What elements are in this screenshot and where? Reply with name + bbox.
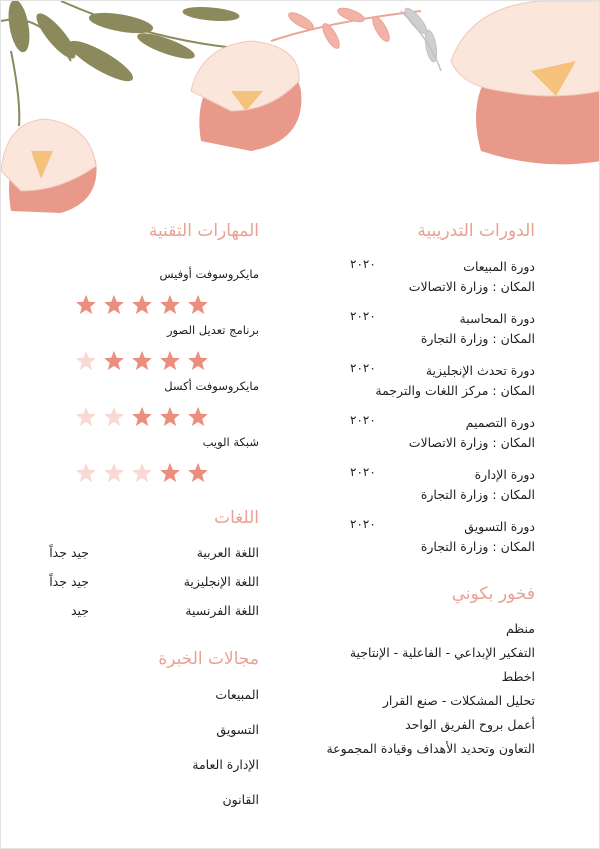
skill-rating (75, 294, 209, 316)
star-empty-icon (131, 462, 153, 484)
courses-list (350, 257, 535, 569)
skill-label: شبكة الويب (202, 435, 259, 449)
language-name: اللغة العربية (196, 545, 259, 560)
star-empty-icon (75, 350, 97, 372)
pride-line: اخطط (501, 669, 535, 684)
experience-heading: مجالات الخبرة (158, 649, 259, 669)
course-item (350, 517, 535, 569)
course-item (350, 309, 535, 361)
star-filled-icon (187, 350, 209, 372)
language-level: جيد جداً (49, 545, 89, 560)
pride-line: منظم (505, 621, 535, 636)
star-filled-icon (131, 406, 153, 428)
course-item (350, 465, 535, 517)
experience-item: الإدارة العامة (192, 757, 259, 772)
star-filled-icon (131, 350, 153, 372)
skill-item (59, 379, 259, 435)
star-filled-icon (103, 350, 125, 372)
language-item (49, 601, 259, 630)
skill-label: برنامج تعديل الصور (166, 323, 259, 337)
course-place: المكان : وزارة التجارة (420, 487, 535, 502)
floral-decoration (1, 1, 600, 231)
skill-item (59, 435, 259, 491)
pride-line: أعمل بروح الفريق الواحد (405, 717, 535, 732)
courses-heading: الدورات التدريبية (417, 221, 535, 241)
course-name: دورة التسويق (464, 519, 535, 534)
course-year: ٢٠٢٠ (350, 257, 376, 271)
pride-line: التفكير الإبداعي - الفاعلية - الإنتاجية (349, 645, 535, 660)
course-item (350, 257, 535, 309)
star-filled-icon (75, 294, 97, 316)
course-item (350, 361, 535, 413)
star-filled-icon (159, 294, 181, 316)
course-year: ٢٠٢٠ (350, 361, 376, 375)
skills-list (59, 267, 259, 491)
skill-rating (75, 350, 209, 372)
flower-right (451, 1, 600, 164)
course-year: ٢٠٢٠ (350, 309, 376, 323)
course-name: دورة المحاسبة (459, 311, 535, 326)
course-place: المكان : وزارة التجارة (420, 331, 535, 346)
skill-rating (75, 406, 209, 428)
language-name: اللغة الفرنسية (185, 603, 259, 618)
flower-middle (191, 41, 301, 151)
star-empty-icon (75, 406, 97, 428)
course-item (350, 413, 535, 465)
course-name: دورة تحدث الإنجليزية (425, 363, 535, 378)
experience-list (59, 685, 259, 825)
star-filled-icon (159, 350, 181, 372)
star-filled-icon (187, 294, 209, 316)
language-item (49, 572, 259, 601)
skills-heading: المهارات التقنية (148, 221, 259, 241)
star-filled-icon (131, 294, 153, 316)
pride-list (275, 619, 535, 763)
course-year: ٢٠٢٠ (350, 517, 376, 531)
grey-leaves (401, 6, 441, 71)
course-place: المكان : وزارة الاتصالات (408, 435, 535, 450)
star-empty-icon (103, 406, 125, 428)
pride-heading: فخور بكوني (451, 584, 535, 604)
star-empty-icon (75, 462, 97, 484)
pride-line: التعاون وتحديد الأهداف وقيادة المجموعة (326, 741, 535, 756)
star-filled-icon (187, 462, 209, 484)
course-place: المكان : مركز اللغات والترجمة (375, 383, 535, 398)
experience-item: القانون (222, 792, 259, 807)
skill-item (59, 267, 259, 323)
star-filled-icon (187, 406, 209, 428)
pride-line: تحليل المشكلات - صنع القرار (382, 693, 535, 708)
course-place: المكان : وزارة الاتصالات (408, 279, 535, 294)
skill-label: مايكروسوفت أوفيس (159, 267, 259, 281)
skill-label: مايكروسوفت أكسل (164, 379, 259, 393)
star-filled-icon (159, 462, 181, 484)
course-name: دورة المبيعات (463, 259, 535, 274)
languages-heading: اللغات (214, 508, 259, 528)
experience-item: التسويق (216, 722, 259, 737)
course-place: المكان : وزارة التجارة (420, 539, 535, 554)
language-level: جيد (70, 603, 89, 618)
course-name: دورة الإدارة (474, 467, 535, 482)
language-name: اللغة الإنجليزية (183, 574, 259, 589)
flower-left (1, 119, 97, 213)
language-item (49, 543, 259, 572)
skill-rating (75, 462, 209, 484)
experience-item: المبيعات (215, 687, 259, 702)
star-filled-icon (103, 294, 125, 316)
languages-list (49, 543, 259, 630)
pink-branch (271, 6, 421, 51)
star-filled-icon (159, 406, 181, 428)
course-year: ٢٠٢٠ (350, 413, 376, 427)
course-name: دورة التصميم (465, 415, 535, 430)
star-empty-icon (103, 462, 125, 484)
language-level: جيد جداً (49, 574, 89, 589)
skill-item (59, 323, 259, 379)
course-year: ٢٠٢٠ (350, 465, 376, 479)
